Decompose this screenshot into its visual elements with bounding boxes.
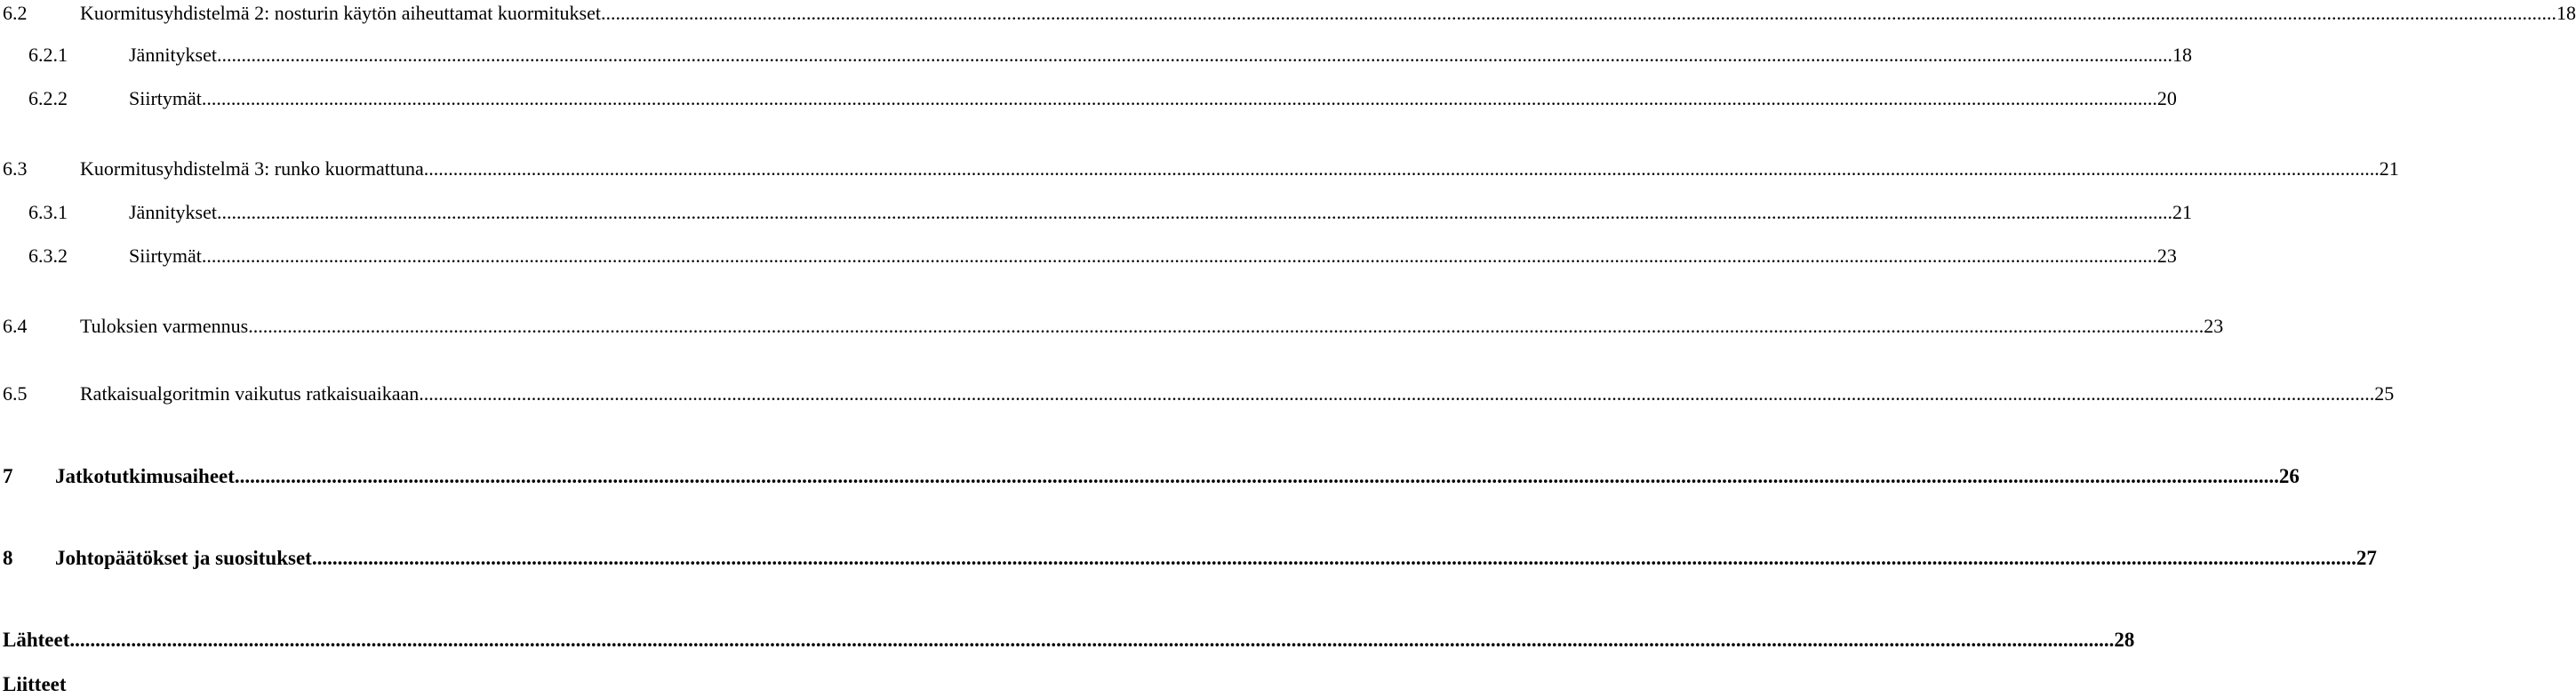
toc-entry[interactable] — [0, 85, 2177, 112]
toc-entry[interactable] — [0, 313, 2224, 340]
toc-entry-number: 6.2 — [3, 2, 28, 24]
toc-leader-dots: ................................................................................................................................................................................................................................................................................................................................................................................................................ — [234, 465, 2279, 487]
toc-entry[interactable] — [0, 156, 2399, 182]
toc-leader-dots: ................................................................................................................................................................................................................................................................................................................................................................................................................ — [311, 547, 2356, 569]
toc-entry-number: 8 — [3, 547, 13, 569]
toc-entry-page: 21 — [2172, 201, 2192, 223]
toc-leader-dots: ................................................................................................................................................................................................................................................................................................................................................................................................................ — [69, 629, 2115, 651]
toc-leader-dots: ................................................................................................................................................................................................................................................................................................................................................................................................................ — [248, 315, 2204, 337]
toc-entry-number: 6.2.2 — [28, 87, 68, 109]
toc-leader-dots: ................................................................................................................................................................................................................................................................................................................................................................................................................ — [201, 245, 2157, 267]
toc-entry-page: 25 — [2374, 382, 2395, 405]
toc-leader-dots: ................................................................................................................................................................................................................................................................................................................................................................................................................ — [600, 2, 2556, 24]
toc-entry-number: 6.3.1 — [28, 201, 68, 223]
toc-entry-page: 27 — [2356, 547, 2377, 569]
toc-entry-title: Siirtymät — [129, 245, 202, 267]
toc-entry-number: 6.3 — [3, 157, 28, 180]
toc-entry[interactable] — [0, 545, 2377, 572]
toc-entry-number: 6.3.2 — [28, 245, 68, 267]
toc-entry-page: 28 — [2114, 629, 2135, 651]
toc-entry-title: Lähteet — [3, 629, 70, 651]
toc-entry-page: 18 — [2556, 2, 2576, 24]
toc-entry-title: Tuloksien varmennus — [80, 315, 249, 337]
toc-entry-page: 18 — [2172, 44, 2192, 66]
toc-entry-page: 26 — [2278, 465, 2300, 487]
toc-entry-title: Jännitykset — [129, 201, 217, 223]
toc-entry-title: Ratkaisualgoritmin vaikutus ratkaisuaikaan — [80, 382, 420, 405]
toc-leader-dots: ................................................................................................................................................................................................................................................................................................................................................................................................................ — [217, 201, 2172, 223]
toc-entry-page: 23 — [2204, 315, 2224, 337]
toc-entry[interactable] — [0, 199, 2192, 226]
toc-entry-title: Siirtymät — [129, 87, 202, 109]
toc-entry[interactable] — [0, 243, 2177, 269]
toc-entry[interactable] — [0, 0, 2576, 27]
toc-entry-page: 21 — [2379, 157, 2399, 180]
toc-entry-title: Jännitykset — [129, 44, 217, 66]
toc-leader-dots: ................................................................................................................................................................................................................................................................................................................................................................................................................ — [423, 157, 2380, 180]
toc-entry-title: Kuormitusyhdistelmä 2: nosturin käytön aiheuttamat kuormitukset — [80, 2, 601, 24]
toc-leader-dots: ................................................................................................................................................................................................................................................................................................................................................................................................................ — [201, 87, 2157, 109]
toc-entry-page: 20 — [2156, 87, 2177, 109]
toc-leader-dots: ................................................................................................................................................................................................................................................................................................................................................................................................................ — [419, 382, 2375, 405]
toc-entry[interactable] — [0, 671, 850, 698]
toc-entry-number: 7 — [3, 465, 13, 487]
toc-leader-dots: ................................................................................................................................................................................................................................................................................................................................................................................................................ — [217, 44, 2172, 66]
toc-entry-title: Liitteet — [3, 673, 67, 695]
toc-entry-title: Jatkotutkimusaiheet — [55, 465, 235, 487]
toc-entry-title: Johtopäätökset ja suositukset — [55, 547, 312, 569]
toc-entry[interactable] — [0, 381, 2395, 407]
toc-entry[interactable] — [0, 627, 2135, 654]
toc-entry-number: 6.5 — [3, 382, 28, 405]
toc-entry-number: 6.2.1 — [28, 44, 68, 66]
toc-entry-page: 23 — [2156, 245, 2177, 267]
toc-entry[interactable] — [0, 463, 2300, 490]
toc-entry-title: Kuormitusyhdistelmä 3: runko kuormattuna — [80, 157, 424, 180]
toc-entry-number: 6.4 — [3, 315, 28, 337]
toc-entry[interactable] — [0, 42, 2192, 68]
